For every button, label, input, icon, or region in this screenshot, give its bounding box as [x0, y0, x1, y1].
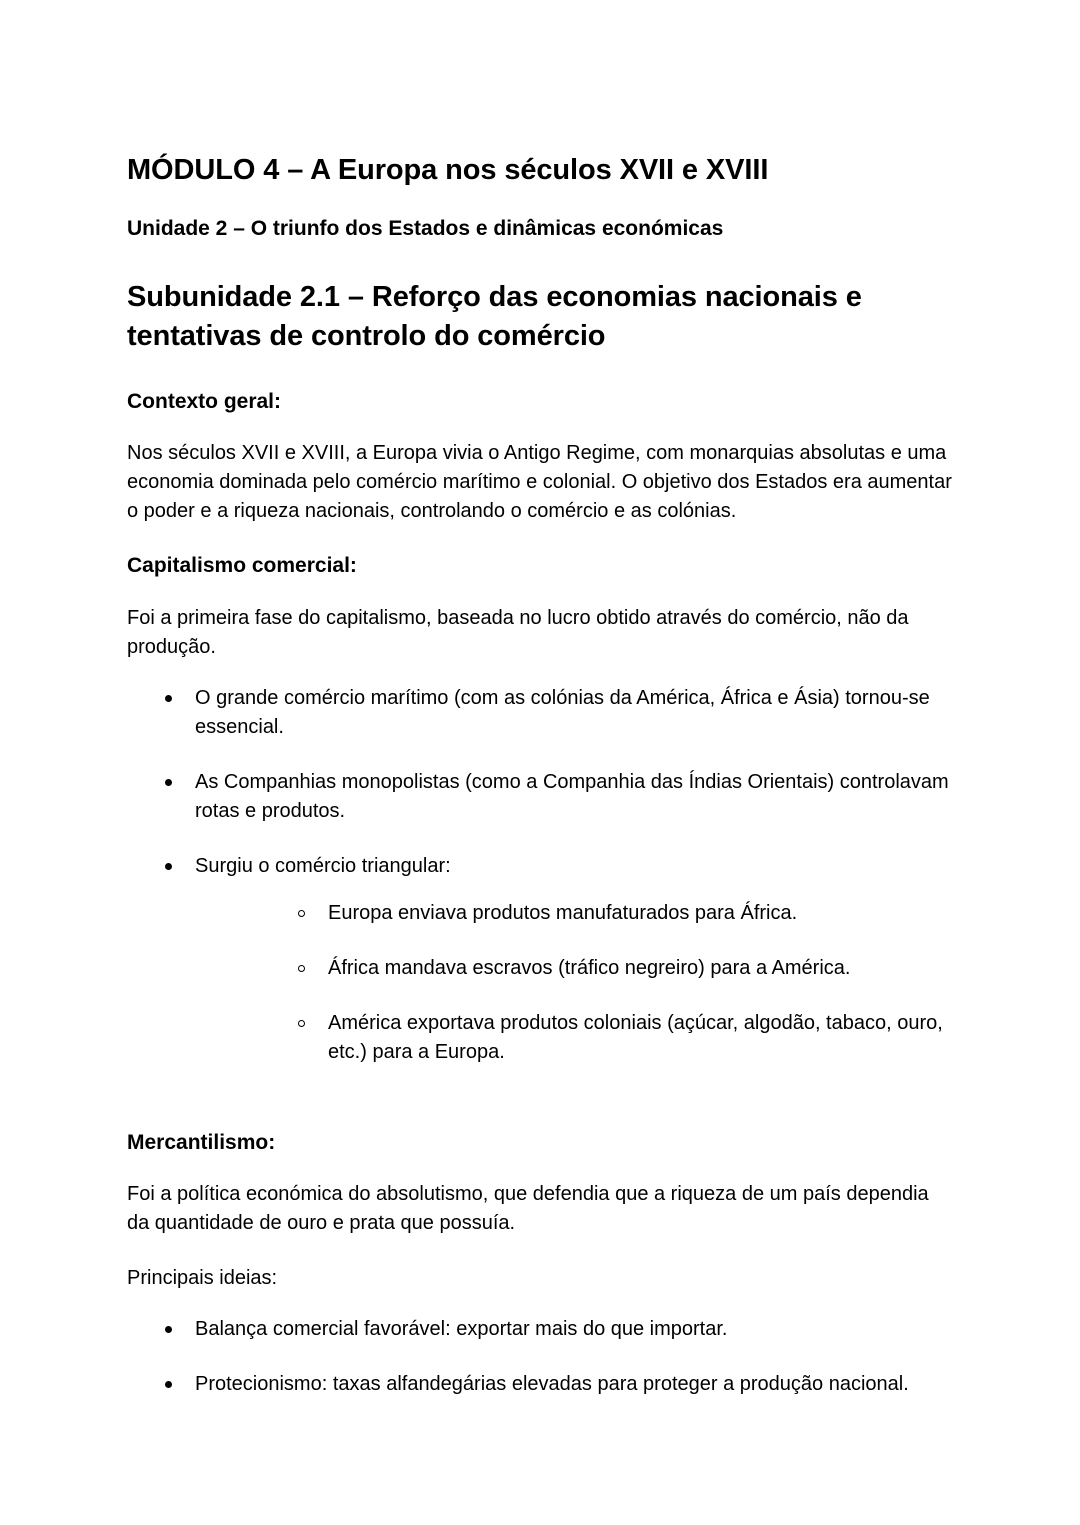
sub-list-item-text: África mandava escravos (tráfico negreiro) para a América. [328, 956, 851, 979]
paragraph-principais-ideias: Principais ideias: [127, 1267, 278, 1290]
bullet-sublist-comercio-triangular [195, 899, 953, 1067]
bullet-disc-icon [165, 695, 172, 702]
list-item-text: As Companhias monopolistas (como a Companhia das Índias Orientais) controlavam rotas e produtos. [195, 770, 949, 822]
bullet-disc-icon [165, 779, 172, 786]
list-item [127, 768, 953, 826]
document-body [127, 152, 953, 1399]
sub-list-item [195, 899, 953, 928]
list-item [127, 1370, 953, 1399]
bullet-circle-icon [298, 1020, 305, 1027]
list-item-text: Surgiu o comércio triangular: [195, 854, 451, 877]
list-item-text: Balança comercial favorável: exportar mais do que importar. [195, 1318, 728, 1341]
bullet-circle-icon [298, 965, 305, 972]
bullet-list-mercantilismo [127, 1315, 953, 1399]
list-item-text: O grande comércio marítimo (com as colónias da América, África e Ásia) tornou-se essencial. [195, 686, 930, 738]
bullet-circle-icon [298, 910, 305, 917]
bullet-disc-icon [165, 863, 172, 870]
subunit-heading: Subunidade 2.1 – Reforço das economias nacionais e tentativas de controlo do comércio [127, 281, 862, 353]
list-item [127, 1315, 953, 1344]
paragraph-capitalismo-comercial: Foi a primeira fase do capitalismo, baseada no lucro obtido através do comércio, não da produção. [127, 606, 909, 658]
sub-list-item [195, 954, 953, 983]
list-item [127, 852, 953, 1067]
module-heading: MÓDULO 4 – A Europa nos séculos XVII e XVIII [127, 154, 769, 186]
sub-list-item [195, 1009, 953, 1067]
bullet-disc-icon [165, 1326, 172, 1333]
paragraph-mercantilismo: Foi a política económica do absolutismo, que defendia que a riqueza de um país dependia da quantidade de ouro e prata que possuía. [127, 1183, 929, 1235]
list-item [127, 684, 953, 742]
list-item-text: Protecionismo: taxas alfandegárias elevadas para proteger a produção nacional. [195, 1373, 909, 1396]
section-heading-capitalismo-comercial: Capitalismo comercial: [127, 554, 357, 578]
section-heading-mercantilismo: Mercantilismo: [127, 1130, 276, 1154]
paragraph-contexto-geral: Nos séculos XVII e XVIII, a Europa vivia o Antigo Regime, com monarquias absolutas e uma economia dominada pelo comércio marítimo e colonial. O objetivo dos Estados era aumentar o poder e a riqueza nacionais, controlando o comércio e as colónias. [127, 442, 952, 523]
bullet-list-capitalismo [127, 684, 953, 1067]
bullet-disc-icon [165, 1381, 172, 1388]
section-heading-contexto-geral: Contexto geral: [127, 390, 282, 414]
sub-list-item-text: Europa enviava produtos manufaturados para África. [328, 901, 798, 924]
unit-heading: Unidade 2 – O triunfo dos Estados e dinâmicas económicas [127, 217, 724, 241]
sub-list-item-text: América exportava produtos coloniais (açúcar, algodão, tabaco, ouro, etc.) para a Europa. [328, 1011, 943, 1063]
